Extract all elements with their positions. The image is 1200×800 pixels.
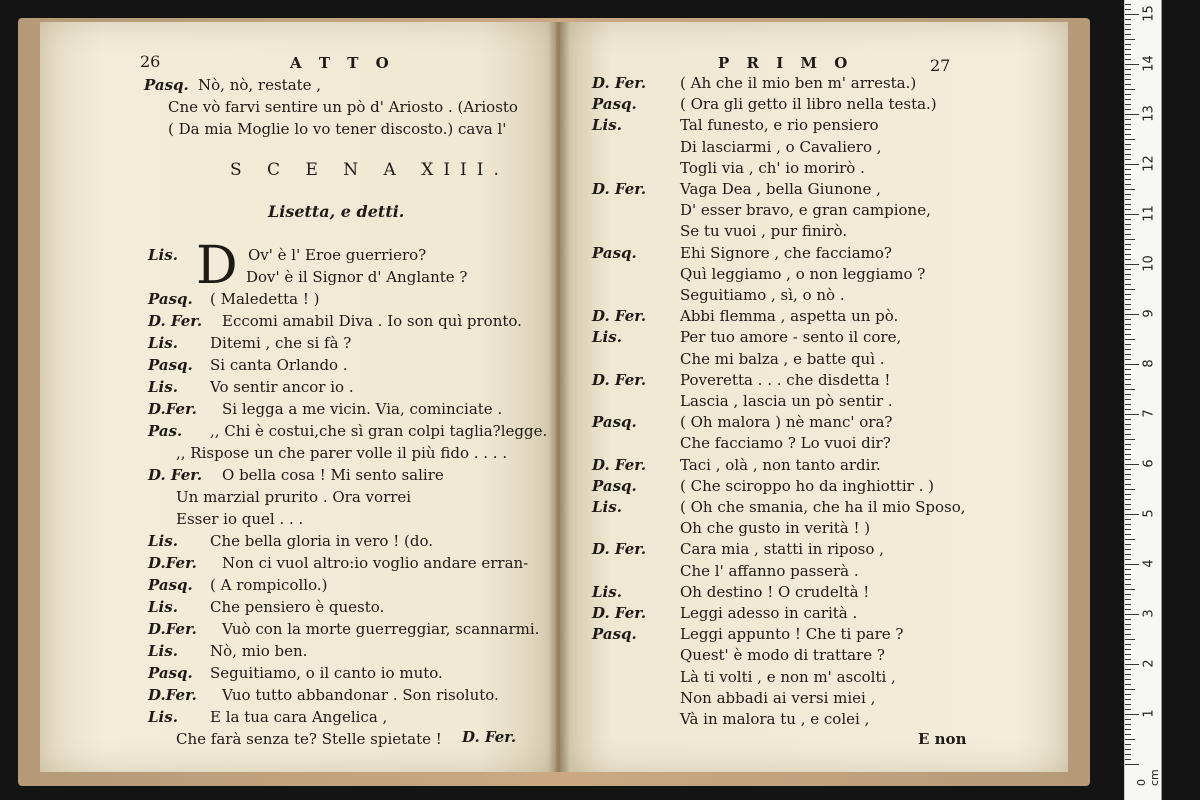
ruler-tick	[1125, 224, 1131, 225]
verse-line: Che facciamo ? Lo vuoi dir?	[680, 434, 891, 453]
verse-line: Nò, nò, restate ,	[198, 76, 322, 94]
speaker-label: Pasq.	[592, 476, 637, 495]
ruler-number: 2	[1141, 659, 1157, 668]
ruler-tick	[1125, 324, 1131, 325]
verse-line: Leggi adesso in carità .	[680, 604, 858, 622]
speaker-label: Lis.	[148, 246, 178, 264]
ruler-unit: 0 cm	[1135, 769, 1161, 786]
ruler-number: 1	[1141, 709, 1157, 718]
ruler-tick	[1125, 289, 1135, 290]
ruler-tick	[1125, 164, 1139, 165]
speaker-label: Pasq.	[144, 76, 189, 94]
verse-line: Lascia , lascia un pò sentir .	[680, 392, 893, 410]
ruler-tick	[1125, 294, 1131, 295]
ruler-tick	[1125, 384, 1131, 385]
ruler-tick	[1125, 304, 1131, 305]
verse-line: Non abbadi ai versi miei ,	[680, 688, 876, 707]
ruler-tick	[1125, 189, 1135, 190]
ruler-tick	[1125, 79, 1131, 80]
speaker-label: Lis.	[148, 334, 178, 352]
ruler-tick	[1125, 704, 1131, 705]
ruler-tick	[1125, 674, 1131, 675]
ruler-tick	[1125, 739, 1135, 740]
speaker-label: D.Fer.	[148, 554, 197, 572]
ruler-tick	[1125, 124, 1131, 125]
ruler-tick	[1125, 624, 1131, 625]
speaker-label: Pasq.	[592, 625, 637, 644]
ruler-tick	[1125, 39, 1135, 40]
verse-line: ,, Chi è costui,che sì gran colpi taglia?legge.	[210, 422, 548, 440]
ruler-tick	[1125, 204, 1131, 205]
drop-cap: D	[196, 236, 238, 296]
speaker-label: Lis.	[592, 116, 622, 135]
verse-line: Di lasciarmi , o Cavaliero ,	[680, 137, 882, 156]
ruler-tick	[1125, 49, 1131, 50]
ruler-tick	[1125, 414, 1139, 415]
verse-line: Un marzial prurito . Ora vorrei	[176, 488, 412, 506]
speaker-label: Pas.	[148, 422, 183, 440]
verse-line: Quest' è modo di trattare ?	[680, 646, 885, 665]
verse-line: ( A rompicollo.)	[210, 576, 328, 594]
verse-line: ( Che sciroppo ho da inghiottir . )	[680, 476, 935, 495]
ruler-tick	[1125, 234, 1131, 235]
ruler-tick	[1125, 459, 1131, 460]
ruler-tick	[1125, 334, 1131, 335]
verse-line: Oh destino ! O crudeltà !	[680, 582, 870, 601]
ruler-tick	[1125, 199, 1131, 200]
ruler-tick	[1125, 509, 1131, 510]
ruler-tick	[1125, 754, 1131, 755]
verse-line: O bella cosa ! Mi sento salire	[222, 466, 444, 484]
ruler-tick	[1125, 474, 1131, 475]
ruler-tick	[1125, 479, 1131, 480]
ruler-tick	[1125, 659, 1131, 660]
verse-line: Nò, mio ben.	[210, 642, 308, 660]
ruler-tick	[1125, 349, 1131, 350]
verse-line: Taci , olà , non tanto ardir.	[680, 455, 881, 474]
verse-line: Si canta Orlando .	[210, 356, 348, 374]
verse-line: Ehi Signore , che facciamo?	[680, 243, 892, 262]
verse-line: Quì leggiamo , o non leggiamo ?	[680, 264, 926, 283]
speaker-label: D. Fer.	[592, 455, 647, 474]
speaker-label: Pasq.	[148, 290, 193, 308]
ruler-tick	[1125, 309, 1131, 310]
scene-cast: Lisetta, e detti.	[268, 202, 405, 221]
ruler-tick	[1125, 614, 1139, 615]
verse-line: Là ti volti , e non m' ascolti ,	[680, 667, 896, 686]
verse-line: Che l' affanno passerà .	[680, 561, 859, 580]
ruler-tick	[1125, 174, 1131, 175]
ruler-tick	[1125, 634, 1131, 635]
ruler-tick	[1125, 419, 1131, 420]
ruler-tick	[1125, 219, 1131, 220]
ruler-tick	[1125, 554, 1131, 555]
verse-line: Cara mia , statti in riposo ,	[680, 540, 884, 559]
left-page-number: 26	[140, 52, 161, 71]
ruler-tick	[1125, 139, 1135, 140]
ruler-tick	[1125, 649, 1131, 650]
ruler-tick	[1125, 619, 1131, 620]
verse-line: Per tuo amore - sento il core,	[680, 328, 902, 347]
ruler-tick	[1125, 544, 1131, 545]
ruler-tick	[1125, 569, 1131, 570]
speaker-label: Pasq.	[592, 413, 637, 432]
ruler-tick	[1125, 714, 1139, 715]
speaker-label: Lis.	[592, 498, 622, 516]
ruler-tick	[1125, 84, 1131, 85]
ruler-tick	[1125, 269, 1131, 270]
ruler-tick	[1125, 669, 1131, 670]
verse-line: Ov' è l' Eroe guerriero?	[248, 246, 427, 264]
ruler-tick	[1125, 194, 1131, 195]
ruler-tick	[1125, 9, 1131, 10]
verse-line: Vuo tutto abbandonar . Son risoluto.	[222, 686, 499, 704]
ruler-tick	[1125, 639, 1135, 640]
ruler-tick	[1125, 434, 1131, 435]
ruler-tick	[1125, 424, 1131, 425]
scene-title: S C E N A XIII.	[230, 160, 509, 180]
ruler-tick	[1125, 379, 1131, 380]
ruler-number: 5	[1141, 509, 1157, 518]
ruler-number: 3	[1141, 609, 1157, 618]
ruler-tick	[1125, 609, 1131, 610]
ruler-tick	[1125, 444, 1131, 445]
speaker-label: Pasq.	[592, 243, 637, 262]
ruler-tick	[1125, 34, 1131, 35]
ruler-tick	[1125, 299, 1131, 300]
verse-line: Poveretta . . . che disdetta !	[680, 370, 891, 389]
verse-line: ( Maledetta ! )	[210, 290, 320, 308]
ruler-tick	[1125, 404, 1131, 405]
ruler-tick	[1125, 154, 1131, 155]
ruler-tick	[1125, 574, 1131, 575]
left-catchword: D. Fer.	[462, 728, 517, 746]
ruler-tick	[1125, 149, 1131, 150]
verse-line: Dov' è il Signor d' Anglante ?	[246, 268, 468, 286]
ruler-tick	[1125, 179, 1131, 180]
verse-line: Non ci vuol altro:io voglio andare erran-	[222, 554, 529, 572]
speaker-label: D. Fer.	[148, 312, 203, 330]
ruler-tick	[1125, 64, 1139, 65]
ruler-tick	[1125, 264, 1139, 265]
ruler-tick	[1125, 599, 1131, 600]
ruler-tick	[1125, 314, 1139, 315]
ruler-tick	[1125, 249, 1131, 250]
verse-line: Tal funesto, e rio pensiero	[680, 116, 879, 135]
ruler-tick	[1125, 724, 1131, 725]
right-page-number: 27	[930, 56, 951, 75]
verse-line: Che pensiero è questo.	[210, 598, 385, 616]
ruler-tick	[1125, 734, 1131, 735]
verse-line: Seguitiamo , sì, o nò .	[680, 286, 845, 304]
verse-line: Vo sentir ancor io .	[210, 378, 354, 396]
ruler-tick	[1125, 89, 1135, 90]
right-catchword: E non	[918, 730, 967, 748]
ruler-tick	[1125, 654, 1131, 655]
ruler-tick	[1125, 719, 1131, 720]
ruler-tick	[1125, 129, 1131, 130]
ruler-tick	[1125, 539, 1135, 540]
verse-line: ( Ora gli getto il libro nella testa.)	[680, 95, 937, 114]
ruler-tick	[1125, 699, 1131, 700]
ruler-tick	[1125, 19, 1131, 20]
speaker-label: D. Fer.	[592, 307, 647, 326]
ruler-tick	[1125, 439, 1135, 440]
ruler-tick	[1125, 29, 1131, 30]
ruler-tick	[1125, 229, 1131, 230]
speaker-label: D.Fer.	[148, 620, 197, 638]
ruler-tick	[1125, 594, 1131, 595]
ruler-tick	[1125, 54, 1131, 55]
ruler-tick	[1125, 59, 1131, 60]
ruler-tick	[1125, 214, 1139, 215]
ruler-tick	[1125, 394, 1131, 395]
verse-line: Oh che gusto in verità ! )	[680, 519, 871, 538]
ruler-tick	[1125, 259, 1131, 260]
verse-line: ( Da mia Moglie lo vo tener discosto.) cava l'	[168, 120, 507, 138]
verse-line: Ditemi , che si fà ?	[210, 334, 352, 352]
ruler-tick	[1125, 109, 1131, 110]
ruler-tick	[1125, 279, 1131, 280]
ruler-tick	[1125, 344, 1131, 345]
speaker-label: D. Fer.	[592, 604, 647, 622]
ruler-tick	[1125, 524, 1131, 525]
speaker-label: Lis.	[148, 532, 178, 550]
verse-line: ( Oh che smania, che ha il mio Sposo,	[680, 498, 966, 516]
ruler-number: 15	[1141, 5, 1157, 22]
speaker-label: Lis.	[148, 708, 178, 726]
ruler-tick	[1125, 339, 1135, 340]
speaker-label: D. Fer.	[148, 466, 203, 484]
ruler-number: 6	[1141, 459, 1157, 468]
ruler-tick	[1125, 579, 1131, 580]
ruler-tick	[1125, 679, 1131, 680]
speaker-label: Lis.	[148, 378, 178, 396]
verse-line: Cne vò farvi sentire un pò d' Ariosto . (Ariosto	[168, 98, 518, 116]
ruler-tick	[1125, 159, 1131, 160]
ruler-tick	[1125, 244, 1131, 245]
ruler-tick	[1125, 44, 1131, 45]
verse-line: D' esser bravo, e gran campione,	[680, 201, 931, 220]
ruler-tick	[1125, 24, 1131, 25]
ruler-tick	[1125, 664, 1139, 665]
ruler-tick	[1125, 484, 1131, 485]
verse-line: Che mi balza , e batte quì .	[680, 349, 885, 368]
ruler-number: 9	[1141, 309, 1157, 318]
ruler-tick	[1125, 74, 1131, 75]
verse-line: Và in malora tu , e colei ,	[680, 710, 870, 728]
ruler-tick	[1125, 69, 1131, 70]
ruler-tick	[1125, 364, 1139, 365]
verse-line: ( Ah che il mio ben m' arresta.)	[680, 74, 917, 92]
ruler-tick	[1125, 354, 1131, 355]
ruler-tick	[1125, 119, 1131, 120]
ruler-tick	[1125, 469, 1131, 470]
ruler-tick	[1125, 549, 1131, 550]
right-running-head: P R I M O	[718, 54, 854, 72]
ruler-tick	[1125, 99, 1131, 100]
left-running-head: A T T O	[290, 54, 395, 72]
ruler-number: 11	[1141, 205, 1157, 222]
ruler-number: 4	[1141, 559, 1157, 568]
speaker-label: Lis.	[148, 642, 178, 660]
ruler-tick	[1125, 694, 1131, 695]
ruler-tick	[1125, 4, 1131, 5]
ruler-tick	[1125, 239, 1135, 240]
ruler-tick	[1125, 144, 1131, 145]
speaker-label: Pasq.	[148, 664, 193, 682]
ruler-tick	[1125, 134, 1131, 135]
ruler-tick	[1125, 744, 1131, 745]
verse-line: Si legga a me vicin. Via, cominciate .	[222, 400, 503, 418]
ruler-tick	[1125, 329, 1131, 330]
ruler-tick	[1125, 644, 1131, 645]
ruler-tick	[1125, 284, 1131, 285]
ruler-tick	[1125, 449, 1131, 450]
ruler-tick	[1125, 399, 1131, 400]
verse-line: ,, Rispose un che parer volle il più fido . . . .	[176, 444, 508, 462]
ruler-tick	[1125, 749, 1131, 750]
speaker-label: Pasq.	[148, 576, 193, 594]
verse-line: E la tua cara Angelica ,	[210, 708, 388, 726]
speaker-label: D. Fer.	[592, 180, 647, 198]
ruler-tick	[1125, 684, 1131, 685]
ruler-tick	[1125, 689, 1135, 690]
speaker-label: Lis.	[592, 328, 622, 347]
speaker-label: Pasq.	[148, 356, 193, 374]
ruler-tick	[1125, 759, 1131, 760]
ruler-tick	[1125, 14, 1139, 15]
verse-line: Abbi flemma , aspetta un pò.	[680, 307, 899, 326]
ruler-tick	[1125, 369, 1131, 370]
speaker-label: Pasq.	[592, 95, 637, 114]
speaker-label: D. Fer.	[592, 74, 647, 92]
ruler-tick	[1125, 604, 1131, 605]
measuring-ruler	[1124, 0, 1162, 800]
book-gutter	[548, 22, 570, 772]
speaker-label: Lis.	[148, 598, 178, 616]
ruler-tick	[1125, 504, 1131, 505]
speaker-label: D.Fer.	[148, 400, 197, 418]
verse-line: Esser io quel . . .	[176, 510, 304, 528]
ruler-tick	[1125, 464, 1139, 465]
ruler-tick	[1125, 429, 1131, 430]
ruler-tick	[1125, 184, 1131, 185]
ruler-tick	[1125, 514, 1139, 515]
ruler-tick	[1125, 114, 1139, 115]
ruler-tick	[1125, 584, 1131, 585]
ruler-number: 10	[1141, 255, 1157, 272]
verse-line: Che farà senza te? Stelle spietate !	[176, 730, 442, 748]
ruler-tick	[1125, 274, 1131, 275]
verse-line: Che bella gloria in vero ! (do.	[210, 532, 434, 550]
ruler-number: 13	[1141, 105, 1157, 122]
speaker-label: Lis.	[592, 582, 622, 601]
verse-line: Vaga Dea , bella Giunone ,	[680, 180, 881, 198]
speaker-label: D. Fer.	[592, 540, 647, 559]
ruler-tick	[1125, 559, 1131, 560]
ruler-tick	[1125, 254, 1131, 255]
ruler-tick	[1125, 169, 1131, 170]
verse-line: Se tu vuoi , pur finirò.	[680, 222, 848, 241]
ruler-tick	[1125, 409, 1131, 410]
verse-line: Eccomi amabil Diva . Io son quì pronto.	[222, 312, 522, 330]
ruler-tick	[1125, 499, 1131, 500]
ruler-tick	[1125, 529, 1131, 530]
ruler-tick	[1125, 729, 1131, 730]
ruler-tick	[1125, 494, 1131, 495]
ruler-tick	[1125, 564, 1139, 565]
verse-line: Leggi appunto ! Che ti pare ?	[680, 625, 904, 644]
ruler-tick	[1125, 489, 1135, 490]
speaker-label: D.Fer.	[148, 686, 197, 704]
ruler-tick	[1125, 534, 1131, 535]
verse-line: Vuò con la morte guerreggiar, scannarmi.	[222, 620, 540, 638]
ruler-tick	[1125, 94, 1131, 95]
verse-line: ( Oh malora ) nè manc' ora?	[680, 413, 893, 432]
ruler-number: 7	[1141, 409, 1157, 418]
speaker-label: D. Fer.	[592, 370, 647, 389]
verse-line: Togli via , ch' io morirò .	[680, 158, 865, 177]
ruler-number: 12	[1141, 155, 1157, 172]
ruler-tick	[1125, 709, 1131, 710]
ruler-number: 8	[1141, 359, 1157, 368]
ruler-tick	[1125, 359, 1131, 360]
ruler-tick	[1125, 209, 1131, 210]
ruler-tick	[1125, 629, 1131, 630]
ruler-tick	[1125, 374, 1131, 375]
ruler-tick	[1125, 389, 1135, 390]
verse-line: Seguitiamo, o il canto io muto.	[210, 664, 443, 682]
ruler-tick	[1125, 589, 1135, 590]
ruler-tick	[1125, 104, 1131, 105]
ruler-tick	[1125, 519, 1131, 520]
ruler-number: 14	[1141, 55, 1157, 72]
ruler-tick	[1125, 454, 1131, 455]
ruler-tick	[1125, 319, 1131, 320]
